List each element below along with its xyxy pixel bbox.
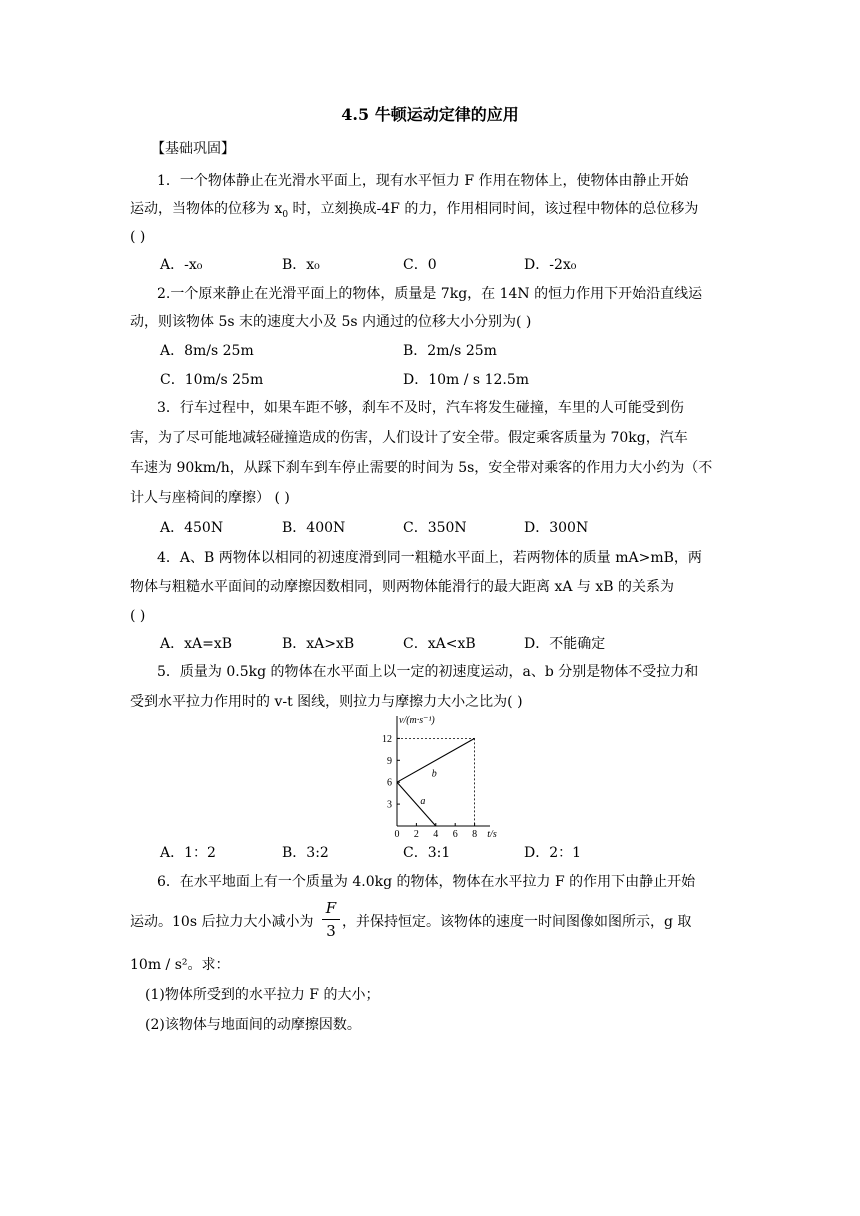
q6-subquestion-1: (1)物体所受到的水平拉力 F 的大小；	[145, 987, 380, 1003]
q4-text-line3: ( )	[130, 608, 146, 624]
y-tick-label: 12	[382, 733, 392, 745]
q2-option-c: C．10m/s 25m	[160, 372, 264, 388]
q5-option-a: A．1：2	[160, 845, 216, 861]
q4-option-c: C．xA<xB	[403, 636, 476, 652]
q5-text-line1: 5．质量为 0.5kg 的物体在水平面上以一定的初速度运动，a、b 分别是物体不受拉力和	[157, 664, 699, 680]
q5-text-line2: 受到水平拉力作用时的 v-t 图线，则拉力与摩擦力大小之比为( )	[130, 694, 523, 710]
q5-option-d: D．2：1	[524, 845, 582, 861]
q1-option-a: A．-x₀	[160, 257, 203, 273]
q3-option-d: D．300N	[524, 520, 589, 536]
q1-text-line2: 运动，当物体的位移为 $x_0$ 时，立刻换成-4F 的力，作用相同时间，该过程中物体的总位移为	[130, 201, 699, 220]
q4-option-d: D．不能确定	[524, 636, 606, 652]
x-tick-label: 8	[472, 829, 478, 838]
q2-option-b: B．2m/s 25m	[403, 343, 497, 359]
q6-text-line2b: ，并保持恒定。该物体的速度一时间图像如图所示，g 取	[342, 914, 692, 930]
vt-chart	[360, 712, 520, 838]
q1-option-b: B．x₀	[282, 257, 320, 273]
q3-option-a: A．450N	[160, 520, 224, 536]
x-tick-label: 0	[394, 829, 400, 838]
x-tick-label: 2	[413, 829, 419, 838]
x-tick-label: 4	[433, 829, 439, 838]
series-label-b: b	[431, 768, 437, 780]
q2-option-d: D．10m / s 12.5m	[403, 372, 530, 388]
x-tick-label: 6	[452, 829, 458, 838]
x-axis-label: t/s	[487, 829, 497, 838]
q4-text-line2: 物体与粗糙水平面间的动摩擦因数相同，则两物体能滑行的最大距离 xA 与 xB 的关系为	[130, 579, 674, 595]
q3-text-line4: 计人与座椅间的摩擦） ( )	[130, 490, 290, 506]
q4-text-line1: 4．A、B 两物体以相同的初速度滑到同一粗糙水平面上，若两物体的质量 mA>mB，两	[157, 550, 702, 566]
fraction-denominator: 3	[326, 922, 336, 940]
q6-text-line1: 6．在水平地面上有一个质量为 4.0kg 的物体，物体在水平拉力 F 的作用下由静止开始	[157, 874, 696, 890]
q1-text-line1: 1．一个物体静止在光滑水平面上，现有水平恒力 F 作用在物体上，使物体由静止开始	[157, 173, 689, 189]
y-tick-label: 9	[387, 755, 392, 767]
q2-text-line2: 动，则该物体 5s 末的速度大小及 5s 内通过的位移大小分别为( )	[130, 314, 532, 330]
series-label-a: a	[420, 796, 426, 808]
q1-option-c: C．0	[403, 257, 437, 273]
q3-option-b: B．400N	[282, 520, 346, 536]
q3-text-line1: 3．行车过程中，如果车距不够，刹车不及时，汽车将发生碰撞，车里的人可能受到伤	[157, 400, 684, 416]
q2-text-line1: 2.一个原来静止在光滑平面上的物体，质量是 7kg，在 14N 的恒力作用下开始沿直线运	[157, 286, 703, 302]
y-tick-label: 6	[387, 777, 392, 789]
q3-text-line3: 车速为 90km/h，从踩下刹车到车停止需要的时间为 5s，安全带对乘客的作用力大小约为（不	[130, 460, 713, 476]
q6-subquestion-2: (2)该物体与地面间的动摩擦因数。	[145, 1017, 361, 1033]
q1-text-line3: ( )	[130, 229, 146, 245]
q3-option-c: C．350N	[403, 520, 467, 536]
q6-text-line3: 10m / s²。求：	[130, 957, 230, 973]
fraction-f-over-3	[322, 899, 340, 940]
series-line-a	[397, 782, 436, 826]
y-axis-label: v/(m·s⁻¹)	[399, 715, 435, 726]
q4-option-a: A．xA=xB	[160, 636, 233, 652]
q3-text-line2: 害，为了尽可能地减轻碰撞造成的伤害，人们设计了安全带。假定乘客质量为 70kg，汽车	[130, 430, 688, 446]
y-tick-label: 3	[387, 799, 392, 811]
q2-option-a: A．8m/s 25m	[160, 343, 254, 359]
page-title: 4.5 牛顿运动定律的应用	[341, 105, 519, 124]
q5-option-b: B．3:2	[282, 845, 329, 861]
q4-option-b: B．xA>xB	[282, 636, 355, 652]
fraction-numerator: F	[325, 899, 337, 917]
section-heading: 【基础巩固】	[151, 141, 235, 157]
q5-option-c: C．3:1	[403, 845, 451, 861]
q6-text-line2a: 运动。10s 后拉力大小减小为	[130, 914, 314, 930]
q1-option-d: D．-2x₀	[524, 257, 577, 273]
